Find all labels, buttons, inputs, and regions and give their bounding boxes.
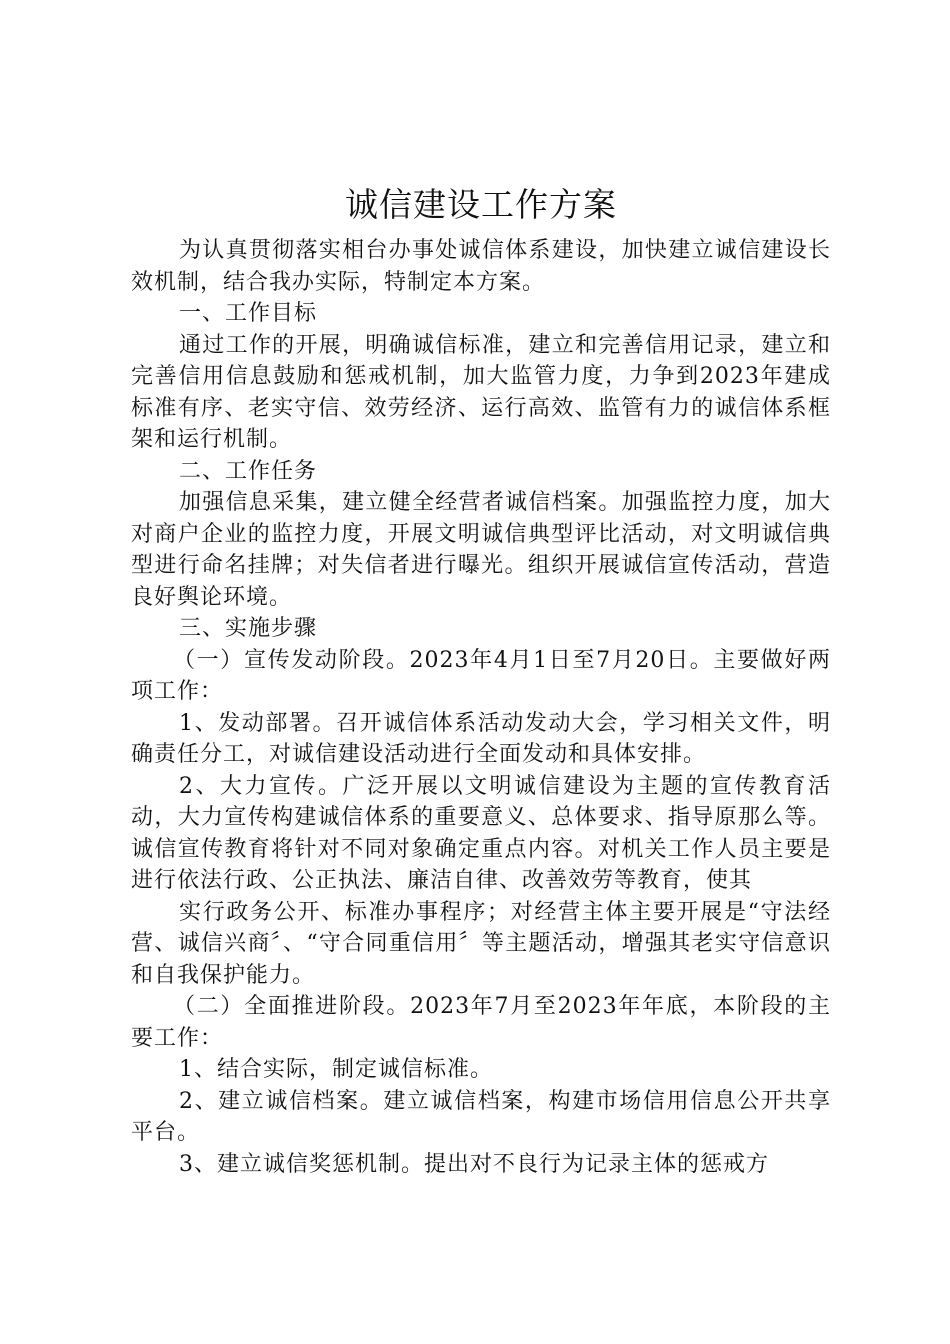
stage-one-item-1: 1、发动部署。召开诚信体系活动发动大会，学习相关文件，明确责任分工，对诚信建设活动进行全面发动和具体安排。 xyxy=(131,710,831,767)
tasks-paragraph: 加强信息采集，建立健全经营者诚信档案。加强监控力度，加大对商户企业的监控力度，开展文明诚信典型评比活动，对文明诚信典型进行命名挂牌；对失信者进行曝光。组织开展诚信宣传活动，营造良好舆论环境。 xyxy=(131,490,831,610)
stage-two-item-3: 3、建立诚信奖惩机制。提出对不良行为记录主体的惩戒方 xyxy=(179,1151,769,1177)
stage-one-item-2: 2、大力宣传。广泛开展以文明诚信建设为主题的宣传教育活动，大力宣传构建诚信体系的重要意义、总体要求、指导原那么等。诚信宣传教育将针对不同对象确定重点内容。对机关工作人员主要是进行依法行政、公正执法、廉洁自律、改善效劳等教育，使其 xyxy=(131,773,831,893)
stage-two-item-1: 1、结合实际，制定诚信标准。 xyxy=(179,1057,493,1082)
stage-one-paragraph: （一）宣传发动阶段。2023年4月1日至7月20日。主要做好两项工作： xyxy=(131,647,831,704)
stage-two-paragraph: （二）全面推进阶段。2023年7月至2023年年底，本阶段的主要工作： xyxy=(131,994,831,1051)
document-title: 诚信建设工作方案 xyxy=(345,185,617,224)
stage-two-item-2: 2、建立诚信档案。建立诚信档案，构建市场信用信息公开共享平台。 xyxy=(131,1088,831,1145)
section-heading-tasks: 二、工作任务 xyxy=(179,458,318,484)
section-heading-steps: 三、实施步骤 xyxy=(179,616,318,641)
goals-paragraph: 通过工作的开展，明确诚信标准，建立和完善信用记录，建立和完善信用信息鼓励和惩戒机制，加大监管力度，力争到2023年建成标准有序、老实守信、效劳经济、运行高效、监管有力的诚信体系框架和运行机制。 xyxy=(131,332,831,452)
intro-paragraph: 为认真贯彻落实相台办事处诚信体系建设，加快建立诚信建设长效机制，结合我办实际，特制定本方案。 xyxy=(131,238,831,295)
document-page xyxy=(131,183,831,1180)
section-heading-goals: 一、工作目标 xyxy=(179,301,318,326)
stage-one-item-2-continued: 实行政务公开、标准办事程序；对经营主体主要开展是“守法经营、诚信兴商〞、“守合同重信用〞等主题活动，增强其老实守信意识和自我保护能力。 xyxy=(131,899,831,988)
